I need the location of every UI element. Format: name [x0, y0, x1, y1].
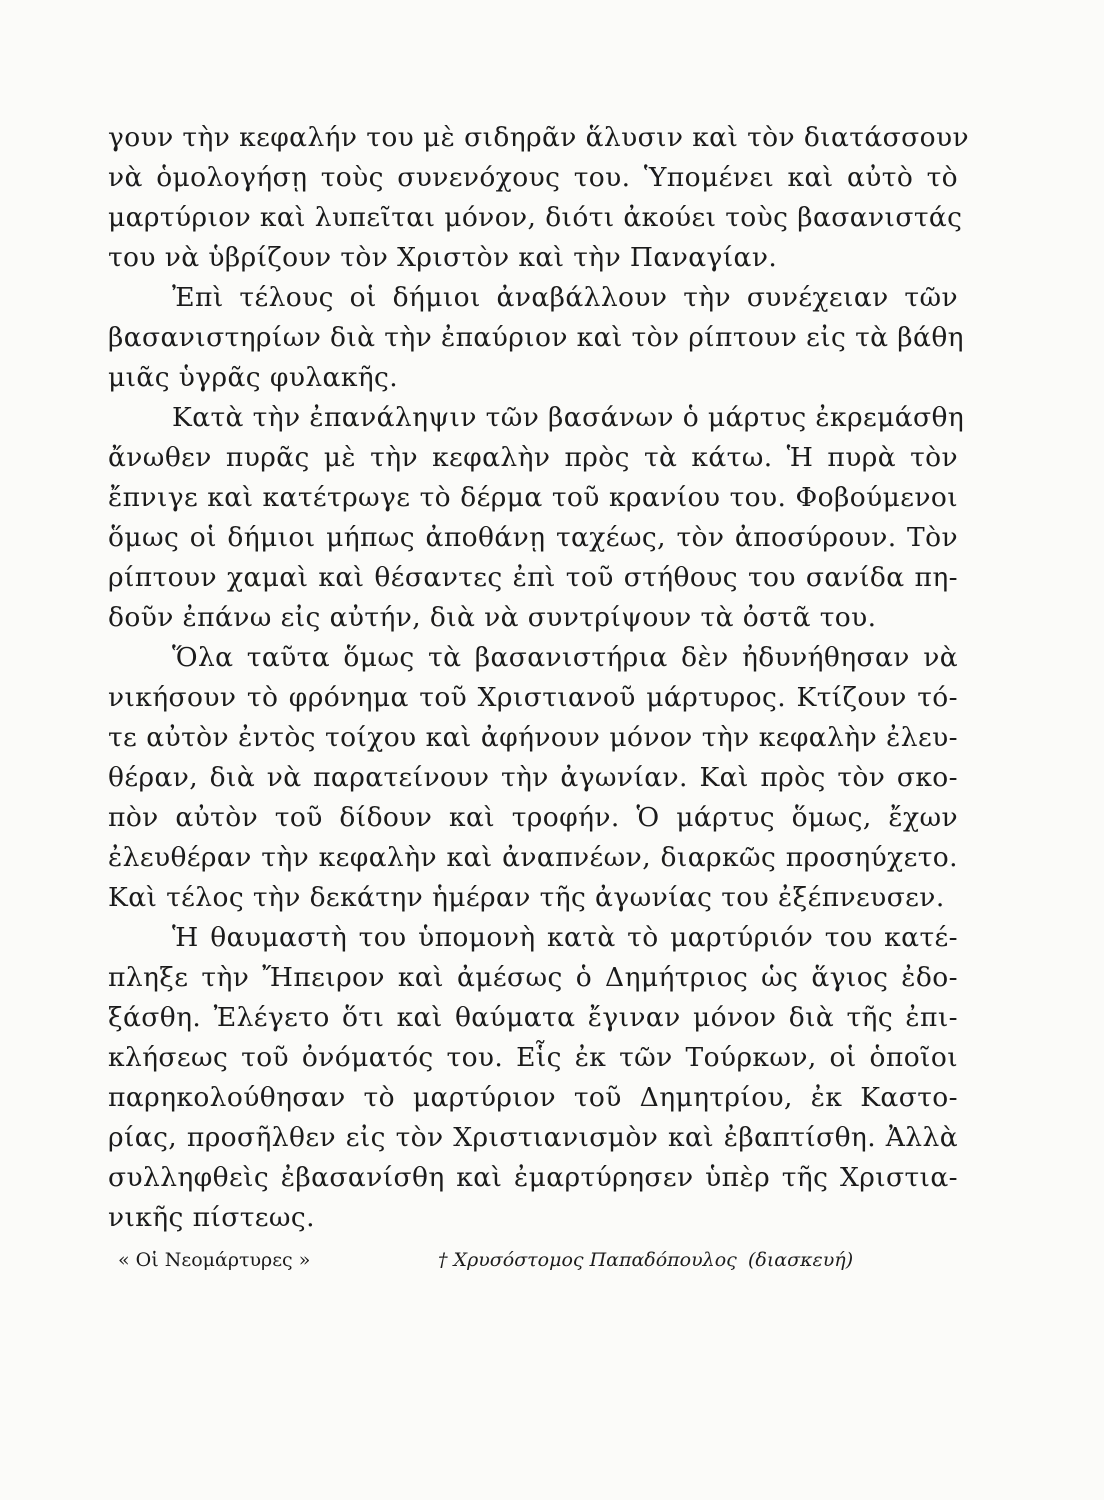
author-label: † Χρυσόστομος Παπαδόπουλος: [438, 1249, 737, 1271]
text-line: Καὶ τέλος τὴν δεκάτην ἡμέραν τῆς ἀγωνίας του ἐξέπνευσεν.: [108, 882, 945, 913]
body-text: [108, 118, 969, 1280]
text-line: βασανιστηρίων διὰ τὴν ἐπαύριον καὶ τὸν ρίπτουν εἰς τὰ βάθη: [108, 322, 964, 353]
text-line: ρίας, προσῆλθεν εἰς τὸν Χριστιανισμὸν καὶ ἐβαπτίσθη. Ἀλλὰ: [108, 1122, 958, 1153]
text-line: γουν τὴν κεφαλήν του μὲ σιδηρᾶν ἅλυσιν καὶ τὸν διατάσσουν: [108, 122, 969, 153]
source-label: « Οἱ Νεομάρτυρες »: [118, 1249, 311, 1271]
text-line: ρίπτουν χαμαὶ καὶ θέσαντες ἐπὶ τοῦ στήθους του σανίδα πη-: [108, 562, 958, 593]
text-line: ἐλευθέραν τὴν κεφαλὴν καὶ ἀναπνέων, διαρκῶς προσηύχετο.: [108, 842, 958, 873]
text-line: τε αὐτὸν ἐντὸς τοίχου καὶ ἀφήνουν μόνον τὴν κεφαλὴν ἐλευ-: [108, 722, 958, 753]
text-line: ἔπνιγε καὶ κατέτρωγε τὸ δέρμα τοῦ κρανίου του. Φοβούμενοι: [108, 482, 958, 513]
text-line: Κατὰ τὴν ἐπανάληψιν τῶν βασάνων ὁ μάρτυς ἐκρεμάσθη: [172, 402, 965, 433]
text-line: νικῆς πίστεως.: [108, 1202, 315, 1233]
text-line: πὸν αὐτὸν τοῦ δίδουν καὶ τροφήν. Ὁ μάρτυς ὅμως, ἔχων: [108, 802, 958, 833]
note-label: (διασκευή): [748, 1249, 854, 1271]
text-line: πληξε τὴν Ἤπειρον καὶ ἀμέσως ὁ Δημήτριος ὡς ἅγιος ἐδο-: [108, 962, 958, 993]
text-line: νὰ ὁμολογήσῃ τοὺς συνενόχους του. Ὑπομένει καὶ αὐτὸ τὸ: [108, 162, 958, 193]
text-line: Ὅλα ταῦτα ὅμως τὰ βασανιστήρια δὲν ἠδυνήθησαν νὰ: [172, 642, 958, 673]
text-line: θέραν, διὰ νὰ παρατείνουν τὴν ἀγωνίαν. Καὶ πρὸς τὸν σκο-: [108, 762, 958, 793]
text-line: κλήσεως τοῦ ὀνόματός του. Εἷς ἐκ τῶν Τούρκων, οἱ ὁποῖοι: [108, 1042, 958, 1073]
text-line: Ἡ θαυμαστὴ του ὑπομονὴ κατὰ τὸ μαρτύριόν του κατέ-: [172, 922, 958, 953]
text-line: ξάσθη. Ἐλέγετο ὅτι καὶ θαύματα ἔγιναν μόνον διὰ τῆς ἐπι-: [108, 1002, 958, 1033]
text-line: του νὰ ὑβρίζουν τὸν Χριστὸν καὶ τὴν Παναγίαν.: [108, 242, 778, 273]
text-line: παρηκολούθησαν τὸ μαρτύριον τοῦ Δημητρίου, ἐκ Καστο-: [108, 1082, 958, 1113]
text-line: ὅμως οἱ δήμιοι μήπως ἀποθάνῃ ταχέως, τὸν ἀποσύρουν. Τὸν: [108, 522, 958, 553]
text-line: μιᾶς ὑγρᾶς φυλακῆς.: [108, 362, 399, 393]
text-line: νικήσουν τὸ φρόνημα τοῦ Χριστιανοῦ μάρτυρος. Κτίζουν τό-: [108, 682, 958, 713]
attribution: [108, 1240, 958, 1280]
text-line: μαρτύριον καὶ λυπεῖται μόνον, διότι ἀκούει τοὺς βασανιστάς: [108, 202, 963, 233]
text-line: δοῦν ἐπάνω εἰς αὐτήν, διὰ νὰ συντρίψουν τὰ ὀστᾶ του.: [108, 602, 877, 633]
text-line: Ἐπὶ τέλους οἱ δήμιοι ἀναβάλλουν τὴν συνέχειαν τῶν: [172, 282, 958, 313]
text-line: συλληφθεὶς ἐβασανίσθη καὶ ἐμαρτύρησεν ὑπὲρ τῆς Χριστια-: [108, 1162, 958, 1193]
text-line: ἄνωθεν πυρᾶς μὲ τὴν κεφαλὴν πρὸς τὰ κάτω. Ἡ πυρὰ τὸν: [108, 442, 958, 473]
